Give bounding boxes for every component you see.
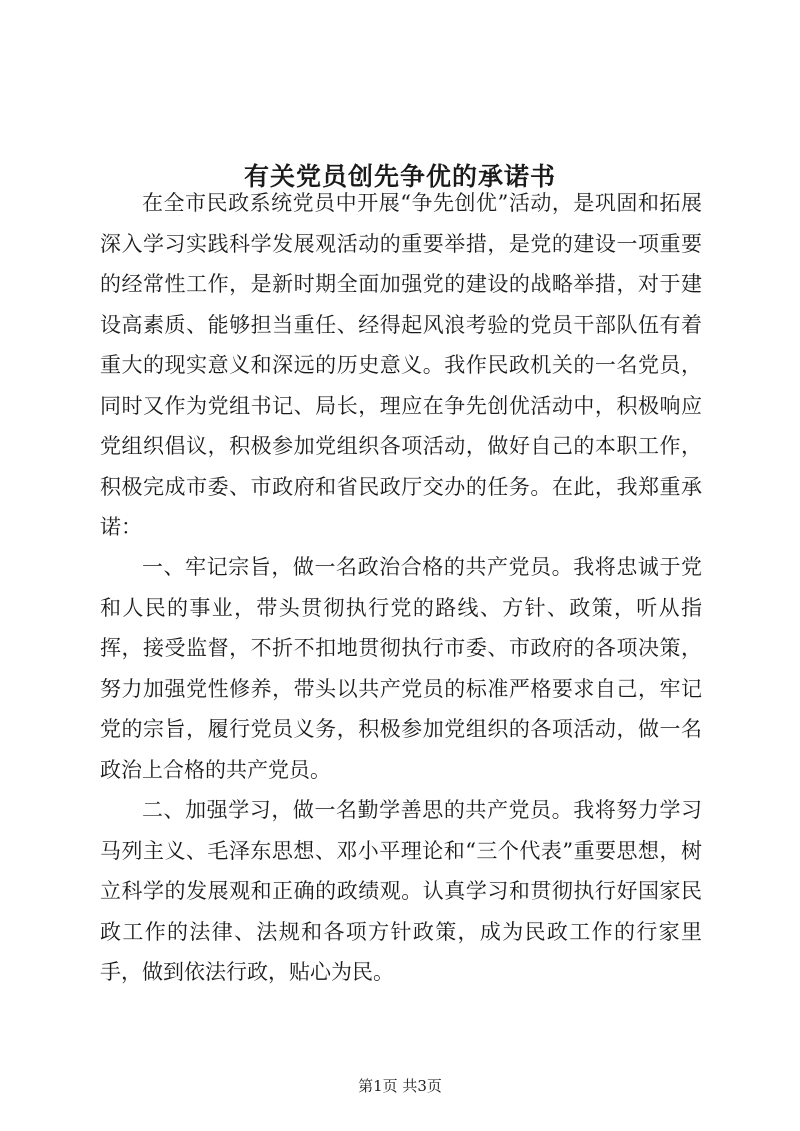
paragraph-intro: 在全市民政系统党员中开展“争先创优”活动，是巩固和拓展深入学习实践科学发展观活动的重要举措，是党的建设一项重要的经常性工作，是新时期全面加强党的建设的战略举措，对于建设高素质、能够担当重任、经得起风浪考验的党员干部队伍有着重大的现实意义和深远的历史意义。我作民政机关的一名党员，同时又作为党组书记、局长，理应在争先创优活动中，积极响应党组织倡议，积极参加党组织各项活动，做好自己的本职工作，积极完成市委、市政府和省民政厅交办的任务。在此，我郑重承诺： xyxy=(100,191,702,539)
page-number-footer: 第1页 共3页 xyxy=(358,1077,442,1095)
paragraph-commitment-1: 一、牢记宗旨，做一名政治合格的共产党员。我将忠诚于党和人民的事业，带头贯彻执行党的路线、方针、政策，听从指挥，接受监督，不折不扣地贯彻执行市委、市政府的各项决策，努力加强党性修养，带头以共产党员的标准严格要求自己，牢记党的宗旨，履行党员义务，积极参加党组织的各项活动，做一名政治上合格的共产党员。 xyxy=(100,555,702,782)
paragraph-commitment-2: 二、加强学习，做一名勤学善思的共产党员。我将努力学习马列主义、毛泽东思想、邓小平理论和“三个代表”重要思想，树立科学的发展观和正确的政绩观。认真学习和贯彻执行好国家民政工作的法律、法规和各项方针政策，成为民政工作的行家里手，做到依法行政，贴心为民。 xyxy=(100,798,702,984)
document-title: 有关党员创先争优的承诺书 xyxy=(243,161,556,191)
